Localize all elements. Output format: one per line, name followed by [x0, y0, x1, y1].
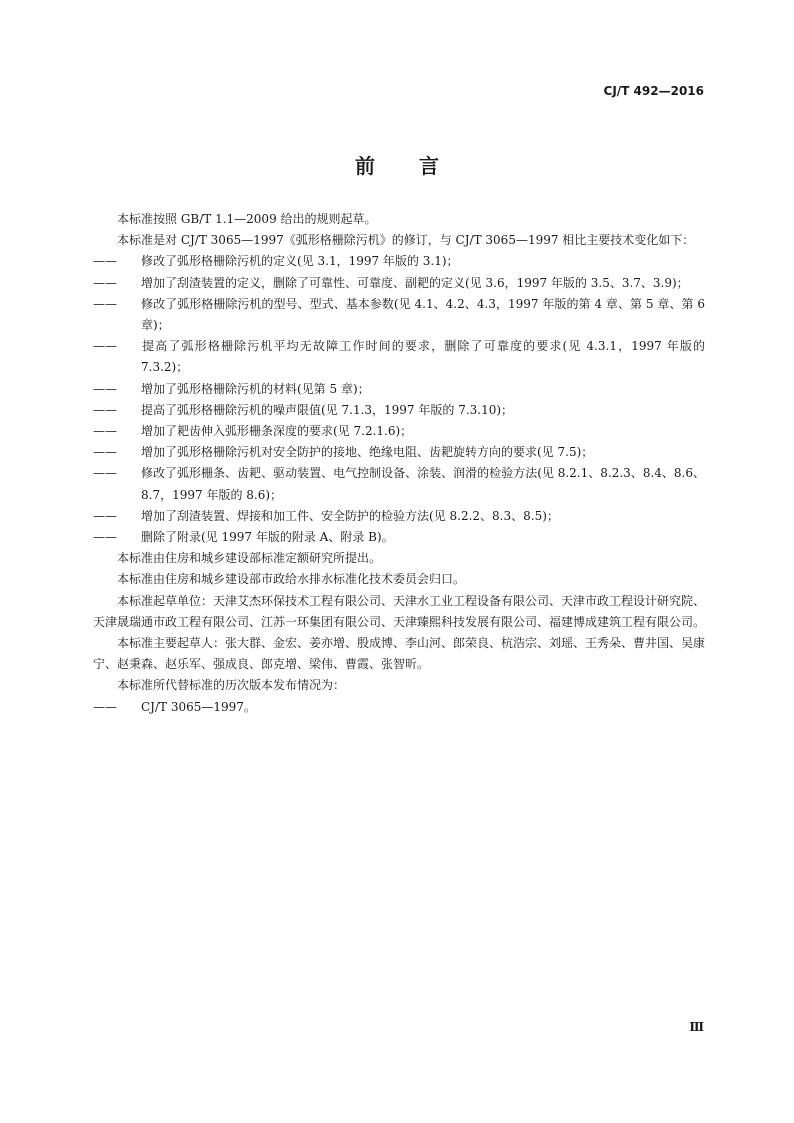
list-item — [93, 697, 705, 718]
list-item-text: 增加了弧形格栅除污机对安全防护的接地、绝缘电阻、齿耙旋转方向的要求(见 7.5)； — [141, 445, 594, 460]
paragraph: 本标准所代替标准的历次版本发布情况为： — [117, 678, 346, 693]
list-item — [93, 421, 705, 442]
foreword-body — [93, 209, 705, 718]
list-item — [93, 294, 705, 336]
dash-mark: —— — [93, 530, 117, 545]
list-item-text: 修改了弧形栅条、齿耙、驱动装置、电气控制设备、涂装、润滑的检验方法(见 8.2.1、8.2.3、8.4、8.6、8.7，1997 年版的 8.6)； — [141, 466, 705, 502]
list-item-text: 提高了弧形格栅除污机平均无故障工作时间的要求，删除了可靠度的要求(见 4.3.1，1997 年版的 7.3.2)； — [141, 339, 705, 375]
paragraph: 本标准是对 CJ/T 3065—1997《弧形格栅除污机》的修订，与 CJ/T 3065—1997 相比主要技术变化如下： — [117, 233, 695, 248]
paragraph: 本标准由住房和城乡建设部标准定额研究所提出。 — [117, 551, 382, 566]
list-item — [93, 442, 705, 463]
standard-code: CJ/T 492—2016 — [603, 84, 704, 98]
dash-mark: —— — [93, 508, 117, 523]
list-item — [93, 527, 705, 548]
list-item-text: 提高了弧形格栅除污机的噪声限值(见 7.1.3，1997 年版的 7.3.10)； — [141, 402, 514, 417]
list-item-text: 修改了弧形格栅除污机的型号、型式、基本参数(见 4.1、4.2、4.3，1997 年版的第 4 章、第 5 章、第 6 章)； — [141, 296, 705, 333]
dash-mark: —— — [93, 402, 117, 417]
list-item-text: 增加了耙齿伸入弧形栅条深度的要求(见 7.2.1.6)； — [141, 424, 413, 439]
list-item — [93, 251, 705, 272]
paragraph: 本标准由住房和城乡建设部市政给水排水标准化技术委员会归口。 — [117, 572, 466, 587]
page-title: 前言 — [355, 154, 483, 178]
list-item — [93, 379, 705, 400]
paragraph: 本标准按照 GB/T 1.1—2009 给出的规则起草。 — [117, 212, 377, 226]
list-item-text: 修改了弧形格栅除污机的定义(见 3.1，1997 年版的 3.1)； — [141, 254, 459, 269]
list-item — [93, 273, 705, 294]
dash-mark: —— — [93, 381, 117, 396]
paragraph: 本标准起草单位：天津艾杰环保技术工程有限公司、天津水工业工程设备有限公司、天津市政工程设计研究院、天津晟瑞通市政工程有限公司、江苏一环集团有限公司、天津臻熙科技发展有限公司、福建博成建筑工程有限公司。 — [93, 593, 706, 629]
dash-mark: —— — [93, 275, 117, 290]
list-item — [93, 463, 705, 505]
list-item — [93, 336, 705, 378]
dash-mark: —— — [93, 339, 117, 354]
dash-mark: —— — [93, 254, 117, 269]
dash-mark: —— — [93, 445, 117, 460]
dash-mark: —— — [93, 424, 117, 439]
page-number: Ⅲ — [689, 1020, 704, 1034]
list-item-text: 增加了刮渣装置、焊接和加工件、安全防护的检验方法(见 8.2.2、8.3、8.5)； — [141, 508, 559, 523]
dash-mark: —— — [93, 466, 117, 481]
list-item-text: 删除了附录(见 1997 年版的附录 A、附录 B)。 — [141, 530, 394, 545]
list-item-text: CJ/T 3065—1997。 — [141, 699, 256, 714]
list-item-text: 增加了弧形格栅除污机的材料(见第 5 章)； — [141, 381, 370, 396]
list-item — [93, 400, 705, 421]
dash-mark: —— — [93, 296, 117, 311]
dash-mark: —— — [93, 699, 117, 714]
list-item-text: 增加了刮渣装置的定义，删除了可靠性、可靠度、副耙的定义(见 3.6，1997 年版的 3.5、3.7、3.9)； — [141, 275, 689, 290]
paragraph: 本标准主要起草人：张大群、金宏、姜亦增、殷成博、李山河、郎荣良、杭浩宗、刘瑶、王秀朵、曹井国、吴康宁、赵秉森、赵乐军、强成良、郎克增、梁伟、曹霞、张智昕。 — [93, 636, 706, 672]
list-item — [93, 506, 705, 527]
